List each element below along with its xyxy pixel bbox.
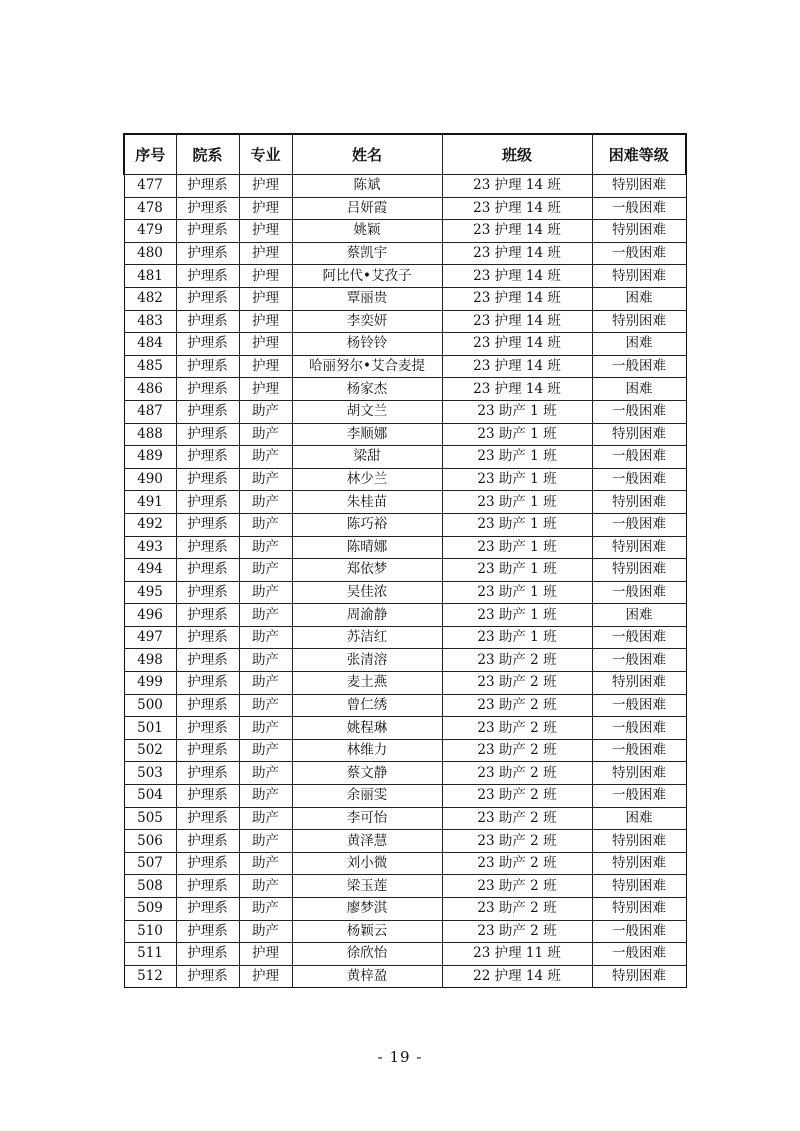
cell-name: 朱桂苗	[292, 491, 442, 514]
cell-difficulty-level: 一般困难	[592, 581, 686, 604]
cell-class: 23 助产 2 班	[442, 852, 592, 875]
table-row	[124, 739, 686, 762]
table-row	[124, 536, 686, 559]
cell-difficulty-level: 困难	[592, 604, 686, 627]
cell-major: 助产	[239, 536, 292, 559]
cell-name: 梁玉莲	[292, 875, 442, 898]
cell-difficulty-level: 困难	[592, 287, 686, 310]
cell-serial: 482	[124, 287, 176, 310]
table-row	[124, 400, 686, 423]
cell-name: 林维力	[292, 739, 442, 762]
cell-major: 护理	[239, 965, 292, 988]
cell-class: 23 助产 1 班	[442, 604, 592, 627]
cell-department: 护理系	[176, 175, 239, 198]
cell-major: 护理	[239, 242, 292, 265]
cell-major: 助产	[239, 423, 292, 446]
page-number: - 19 -	[377, 1048, 423, 1066]
cell-name: 陈斌	[292, 175, 442, 198]
cell-class: 23 护理 14 班	[442, 287, 592, 310]
table-row	[124, 175, 686, 198]
cell-serial: 488	[124, 423, 176, 446]
cell-class: 23 助产 1 班	[442, 446, 592, 469]
cell-name: 黄泽慧	[292, 830, 442, 853]
cell-serial: 511	[124, 943, 176, 966]
cell-major: 助产	[239, 875, 292, 898]
cell-serial: 494	[124, 559, 176, 582]
table-row	[124, 943, 686, 966]
cell-serial: 510	[124, 920, 176, 943]
cell-major: 助产	[239, 898, 292, 921]
cell-serial: 499	[124, 672, 176, 695]
header-major: 专业	[239, 134, 292, 175]
cell-serial: 504	[124, 785, 176, 808]
cell-class: 23 助产 2 班	[442, 807, 592, 830]
cell-name: 姚颖	[292, 220, 442, 243]
cell-serial: 483	[124, 310, 176, 333]
cell-department: 护理系	[176, 875, 239, 898]
cell-name: 杨颖云	[292, 920, 442, 943]
cell-department: 护理系	[176, 287, 239, 310]
cell-department: 护理系	[176, 423, 239, 446]
cell-serial: 485	[124, 355, 176, 378]
cell-difficulty-level: 一般困难	[592, 943, 686, 966]
cell-major: 护理	[239, 220, 292, 243]
table-row	[124, 604, 686, 627]
cell-major: 护理	[239, 333, 292, 356]
header-serial: 序号	[124, 134, 176, 175]
cell-difficulty-level: 困难	[592, 333, 686, 356]
cell-class: 23 助产 2 班	[442, 762, 592, 785]
cell-department: 护理系	[176, 604, 239, 627]
cell-difficulty-level: 特别困难	[592, 310, 686, 333]
cell-serial: 508	[124, 875, 176, 898]
header-name: 姓名	[292, 134, 442, 175]
cell-name: 李顺娜	[292, 423, 442, 446]
cell-major: 助产	[239, 672, 292, 695]
cell-department: 护理系	[176, 852, 239, 875]
table-row	[124, 762, 686, 785]
cell-class: 23 助产 1 班	[442, 536, 592, 559]
cell-name: 覃丽贵	[292, 287, 442, 310]
cell-class: 23 助产 1 班	[442, 468, 592, 491]
cell-department: 护理系	[176, 491, 239, 514]
cell-class: 23 护理 14 班	[442, 355, 592, 378]
cell-name: 余丽雯	[292, 785, 442, 808]
cell-major: 助产	[239, 446, 292, 469]
cell-serial: 505	[124, 807, 176, 830]
cell-department: 护理系	[176, 807, 239, 830]
table-row	[124, 220, 686, 243]
cell-difficulty-level: 一般困难	[592, 446, 686, 469]
cell-name: 杨铃铃	[292, 333, 442, 356]
cell-major: 助产	[239, 626, 292, 649]
table-row	[124, 898, 686, 921]
cell-class: 23 助产 1 班	[442, 559, 592, 582]
cell-difficulty-level: 一般困难	[592, 513, 686, 536]
cell-name: 周渝静	[292, 604, 442, 627]
cell-name: 黄梓盈	[292, 965, 442, 988]
cell-difficulty-level: 特别困难	[592, 220, 686, 243]
cell-major: 助产	[239, 513, 292, 536]
cell-name: 蔡文静	[292, 762, 442, 785]
cell-class: 23 护理 14 班	[442, 175, 592, 198]
cell-difficulty-level: 一般困难	[592, 626, 686, 649]
table-row	[124, 491, 686, 514]
cell-serial: 509	[124, 898, 176, 921]
cell-class: 23 助产 2 班	[442, 830, 592, 853]
cell-difficulty-level: 一般困难	[592, 355, 686, 378]
header-row	[124, 134, 686, 175]
table-body	[124, 175, 686, 988]
cell-difficulty-level: 一般困难	[592, 242, 686, 265]
cell-name: 李奕妍	[292, 310, 442, 333]
cell-class: 23 助产 1 班	[442, 491, 592, 514]
cell-major: 护理	[239, 310, 292, 333]
table-row	[124, 672, 686, 695]
cell-department: 护理系	[176, 242, 239, 265]
cell-serial: 496	[124, 604, 176, 627]
cell-department: 护理系	[176, 739, 239, 762]
cell-department: 护理系	[176, 920, 239, 943]
cell-difficulty-level: 特别困难	[592, 265, 686, 288]
table-row	[124, 423, 686, 446]
cell-class: 23 助产 2 班	[442, 649, 592, 672]
cell-department: 护理系	[176, 333, 239, 356]
cell-class: 23 护理 14 班	[442, 310, 592, 333]
table-row	[124, 355, 686, 378]
cell-class: 23 助产 2 班	[442, 717, 592, 740]
cell-major: 助产	[239, 491, 292, 514]
cell-serial: 479	[124, 220, 176, 243]
cell-difficulty-level: 一般困难	[592, 400, 686, 423]
cell-department: 护理系	[176, 513, 239, 536]
cell-serial: 502	[124, 739, 176, 762]
cell-class: 23 护理 14 班	[442, 378, 592, 401]
cell-difficulty-level: 一般困难	[592, 649, 686, 672]
cell-name: 苏洁红	[292, 626, 442, 649]
table-row	[124, 581, 686, 604]
cell-serial: 486	[124, 378, 176, 401]
header-class: 班级	[442, 134, 592, 175]
cell-major: 护理	[239, 287, 292, 310]
cell-difficulty-level: 一般困难	[592, 717, 686, 740]
table-row	[124, 197, 686, 220]
cell-department: 护理系	[176, 559, 239, 582]
header-difficulty-level: 困难等级	[592, 134, 686, 175]
cell-class: 23 助产 1 班	[442, 581, 592, 604]
cell-difficulty-level: 特别困难	[592, 175, 686, 198]
table-row	[124, 265, 686, 288]
cell-department: 护理系	[176, 694, 239, 717]
cell-department: 护理系	[176, 400, 239, 423]
cell-major: 护理	[239, 378, 292, 401]
cell-name: 陈巧裕	[292, 513, 442, 536]
cell-difficulty-level: 特别困难	[592, 536, 686, 559]
cell-major: 护理	[239, 197, 292, 220]
cell-serial: 489	[124, 446, 176, 469]
cell-serial: 484	[124, 333, 176, 356]
table-row	[124, 830, 686, 853]
table-row	[124, 378, 686, 401]
cell-name: 林少兰	[292, 468, 442, 491]
cell-department: 护理系	[176, 898, 239, 921]
cell-class: 22 护理 14 班	[442, 965, 592, 988]
cell-name: 郑依梦	[292, 559, 442, 582]
cell-serial: 498	[124, 649, 176, 672]
cell-major: 护理	[239, 175, 292, 198]
cell-class: 23 助产 2 班	[442, 785, 592, 808]
cell-department: 护理系	[176, 220, 239, 243]
cell-class: 23 助产 2 班	[442, 875, 592, 898]
table-row	[124, 513, 686, 536]
cell-major: 助产	[239, 400, 292, 423]
cell-department: 护理系	[176, 355, 239, 378]
cell-serial: 478	[124, 197, 176, 220]
cell-class: 23 助产 2 班	[442, 739, 592, 762]
cell-department: 护理系	[176, 310, 239, 333]
table-row	[124, 559, 686, 582]
cell-class: 23 护理 14 班	[442, 220, 592, 243]
cell-name: 胡文兰	[292, 400, 442, 423]
cell-department: 护理系	[176, 672, 239, 695]
cell-difficulty-level: 一般困难	[592, 197, 686, 220]
cell-major: 护理	[239, 943, 292, 966]
table-row	[124, 920, 686, 943]
cell-difficulty-level: 特别困难	[592, 852, 686, 875]
cell-department: 护理系	[176, 197, 239, 220]
cell-difficulty-level: 特别困难	[592, 830, 686, 853]
cell-class: 23 助产 1 班	[442, 400, 592, 423]
cell-name: 李可怡	[292, 807, 442, 830]
cell-serial: 503	[124, 762, 176, 785]
cell-difficulty-level: 困难	[592, 807, 686, 830]
cell-major: 助产	[239, 830, 292, 853]
cell-class: 23 助产 2 班	[442, 694, 592, 717]
cell-major: 助产	[239, 920, 292, 943]
cell-serial: 481	[124, 265, 176, 288]
cell-name: 姚程琳	[292, 717, 442, 740]
cell-class: 23 护理 14 班	[442, 333, 592, 356]
cell-serial: 487	[124, 400, 176, 423]
cell-serial: 492	[124, 513, 176, 536]
cell-class: 23 助产 1 班	[442, 626, 592, 649]
cell-major: 助产	[239, 468, 292, 491]
cell-major: 护理	[239, 355, 292, 378]
cell-name: 廖梦淇	[292, 898, 442, 921]
cell-difficulty-level: 一般困难	[592, 694, 686, 717]
cell-department: 护理系	[176, 446, 239, 469]
cell-class: 23 护理 11 班	[442, 943, 592, 966]
cell-difficulty-level: 特别困难	[592, 875, 686, 898]
cell-name: 蔡凯宇	[292, 242, 442, 265]
header-department: 院系	[176, 134, 239, 175]
cell-department: 护理系	[176, 965, 239, 988]
cell-difficulty-level: 特别困难	[592, 762, 686, 785]
cell-major: 助产	[239, 604, 292, 627]
student-list-table	[123, 133, 687, 988]
cell-serial: 493	[124, 536, 176, 559]
cell-difficulty-level: 一般困难	[592, 468, 686, 491]
cell-difficulty-level: 特别困难	[592, 491, 686, 514]
cell-difficulty-level: 特别困难	[592, 423, 686, 446]
cell-class: 23 护理 14 班	[442, 242, 592, 265]
cell-difficulty-level: 一般困难	[592, 739, 686, 762]
cell-difficulty-level: 特别困难	[592, 559, 686, 582]
cell-difficulty-level: 困难	[592, 378, 686, 401]
table-row	[124, 242, 686, 265]
cell-department: 护理系	[176, 626, 239, 649]
cell-name: 梁甜	[292, 446, 442, 469]
cell-major: 助产	[239, 581, 292, 604]
table-row	[124, 649, 686, 672]
table-row	[124, 694, 686, 717]
cell-class: 23 助产 1 班	[442, 423, 592, 446]
cell-major: 助产	[239, 694, 292, 717]
cell-difficulty-level: 特别困难	[592, 672, 686, 695]
table-row	[124, 965, 686, 988]
cell-major: 助产	[239, 852, 292, 875]
cell-difficulty-level: 特别困难	[592, 898, 686, 921]
cell-serial: 497	[124, 626, 176, 649]
cell-class: 23 助产 2 班	[442, 672, 592, 695]
cell-name: 杨家杰	[292, 378, 442, 401]
table-row	[124, 717, 686, 740]
cell-major: 助产	[239, 649, 292, 672]
cell-serial: 506	[124, 830, 176, 853]
table-row	[124, 852, 686, 875]
cell-department: 护理系	[176, 830, 239, 853]
cell-name: 吴佳浓	[292, 581, 442, 604]
cell-major: 助产	[239, 559, 292, 582]
cell-department: 护理系	[176, 468, 239, 491]
cell-class: 23 助产 2 班	[442, 920, 592, 943]
cell-difficulty-level: 一般困难	[592, 920, 686, 943]
cell-name: 张清溶	[292, 649, 442, 672]
cell-serial: 501	[124, 717, 176, 740]
cell-department: 护理系	[176, 762, 239, 785]
cell-department: 护理系	[176, 378, 239, 401]
cell-name: 曾仁绣	[292, 694, 442, 717]
table-row	[124, 310, 686, 333]
cell-name: 陈晴娜	[292, 536, 442, 559]
cell-serial: 495	[124, 581, 176, 604]
cell-name: 麦土燕	[292, 672, 442, 695]
cell-department: 护理系	[176, 649, 239, 672]
cell-serial: 507	[124, 852, 176, 875]
table-row	[124, 333, 686, 356]
cell-department: 护理系	[176, 581, 239, 604]
cell-serial: 512	[124, 965, 176, 988]
table-row	[124, 287, 686, 310]
cell-name: 哈丽努尔•艾合麦提	[292, 355, 442, 378]
table-row	[124, 875, 686, 898]
cell-serial: 477	[124, 175, 176, 198]
cell-department: 护理系	[176, 536, 239, 559]
cell-major: 护理	[239, 265, 292, 288]
cell-class: 23 助产 1 班	[442, 513, 592, 536]
cell-department: 护理系	[176, 785, 239, 808]
cell-department: 护理系	[176, 717, 239, 740]
cell-serial: 491	[124, 491, 176, 514]
table-row	[124, 785, 686, 808]
cell-department: 护理系	[176, 943, 239, 966]
cell-difficulty-level: 一般困难	[592, 785, 686, 808]
cell-class: 23 护理 14 班	[442, 197, 592, 220]
cell-serial: 500	[124, 694, 176, 717]
cell-name: 吕妍霞	[292, 197, 442, 220]
cell-name: 刘小微	[292, 852, 442, 875]
cell-major: 助产	[239, 807, 292, 830]
cell-class: 23 护理 14 班	[442, 265, 592, 288]
cell-major: 助产	[239, 785, 292, 808]
cell-name: 徐欣怡	[292, 943, 442, 966]
cell-major: 助产	[239, 762, 292, 785]
cell-major: 助产	[239, 717, 292, 740]
table-row	[124, 468, 686, 491]
table-row	[124, 446, 686, 469]
cell-serial: 480	[124, 242, 176, 265]
table-row	[124, 807, 686, 830]
cell-difficulty-level: 特别困难	[592, 965, 686, 988]
table-row	[124, 626, 686, 649]
cell-class: 23 助产 2 班	[442, 898, 592, 921]
cell-department: 护理系	[176, 265, 239, 288]
cell-serial: 490	[124, 468, 176, 491]
cell-name: 阿比代•艾孜子	[292, 265, 442, 288]
cell-major: 助产	[239, 739, 292, 762]
